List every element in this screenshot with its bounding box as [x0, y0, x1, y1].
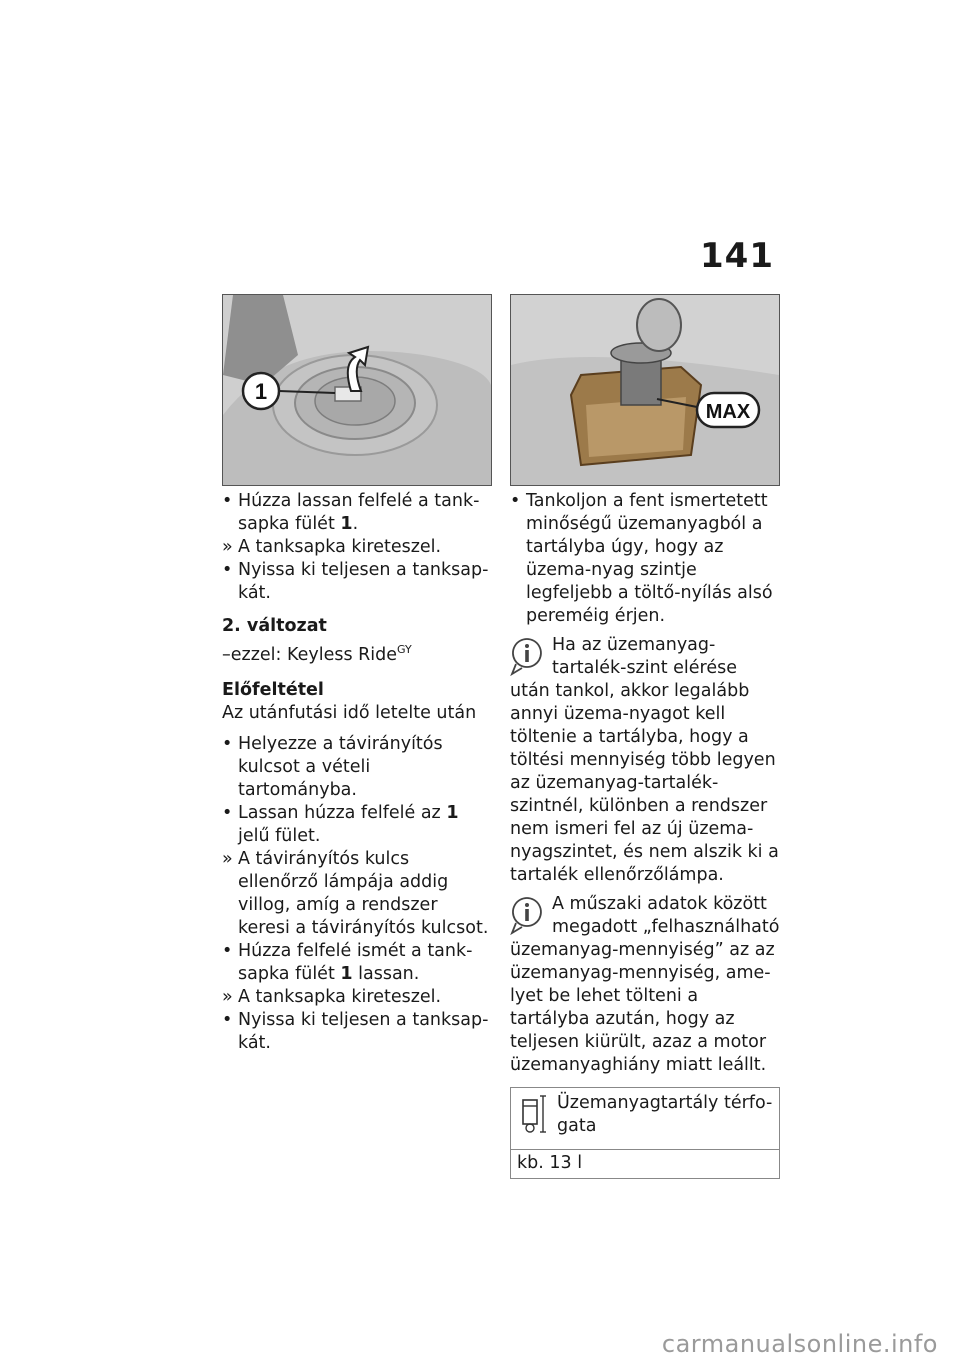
- spec-label: Üzemanyagtartály térfo-gata: [557, 1093, 773, 1136]
- prerequisite-text: Az utánfutási idő letelte után: [222, 702, 477, 723]
- spec-value: kb. 13 l: [517, 1153, 583, 1173]
- info-note-usable-fuel: A műszaki adatok között megadott „felhasználható üzemanyag-mennyiség” az az üzemanyag-mennyiség, ame-lyet be lehet tölteni a tartályba azután, hogy az teljesen kiürült, azaz a motor üzemanyaghiány miatt leállt.: [510, 894, 780, 1075]
- list-item: • Lassan húzza felfelé az 1 jelű fület.: [222, 802, 459, 846]
- list-item: • Húzza lassan felfelé a tank-sapka fülét 1.: [222, 491, 480, 534]
- list-item: » A tanksapka kireteszel.: [222, 537, 442, 557]
- watermark: carmanualsonline.info: [661, 1330, 938, 1358]
- info-icon: [510, 895, 544, 935]
- fuel-tank-illustration: [511, 295, 779, 485]
- list-item: • Nyissa ki teljesen a tanksap-kát.: [222, 1009, 489, 1053]
- figure-fuel-level: [510, 294, 780, 486]
- list-item: • Nyissa ki teljesen a tanksap-kát.: [222, 560, 489, 603]
- variant-subtitle: –ezzel: Keyless Ride$^{GY}$: [222, 643, 412, 665]
- list-item: • Tankoljon a fent ismertetett minőségű üzemanyagból a tartályba úgy, hogy az üzema-nyag szintje legfeljebb a töltő-nyílás alsó pereméig érjen.: [510, 491, 773, 626]
- variant-title: 2. változat: [222, 616, 327, 636]
- figure-right-callout: MAX: [705, 401, 751, 423]
- step-list-a: [222, 490, 494, 605]
- figure-left-callout: 1: [254, 379, 268, 404]
- prerequisite-title: Előfeltétel: [222, 679, 324, 700]
- spec-table-fuel-capacity: [510, 1087, 780, 1179]
- list-item: • Helyezze a távirányítós kulcsot a vételi tartományba.: [222, 733, 443, 800]
- list-item: » A távirányítós kulcs ellenőrző lámpája addig villog, amíg a rendszer keresi a távirányítós kulcsot.: [222, 848, 489, 938]
- tank-cap-illustration: [223, 295, 491, 485]
- left-column: [222, 490, 494, 1055]
- page-number: 141: [700, 236, 774, 276]
- list-item: » A tanksapka kireteszel.: [222, 986, 442, 1007]
- right-column: [510, 490, 782, 1179]
- step-list-right: [510, 490, 782, 628]
- figure-tank-cap: [222, 294, 492, 486]
- step-list-b: [222, 733, 494, 1055]
- info-note-reserve: Ha az üzemanyag-tartalék-szint elérése után tankol, akkor legalább annyi üzema-nyagot kell töltenie a tartályba, hogy a töltési mennyiség több legyen az üzemanyag-tartalék-szintnél, különben a rendszer nem ismeri fel az új üzema-nyagszintet, és nem alszik ki a tartalék ellenőrzőlámpa.: [510, 635, 779, 885]
- list-item: • Húzza felfelé ismét a tank-sapka fülét 1 lassan.: [222, 940, 473, 984]
- info-icon: [510, 636, 544, 676]
- fuel-tank-spec-icon: [517, 1092, 557, 1143]
